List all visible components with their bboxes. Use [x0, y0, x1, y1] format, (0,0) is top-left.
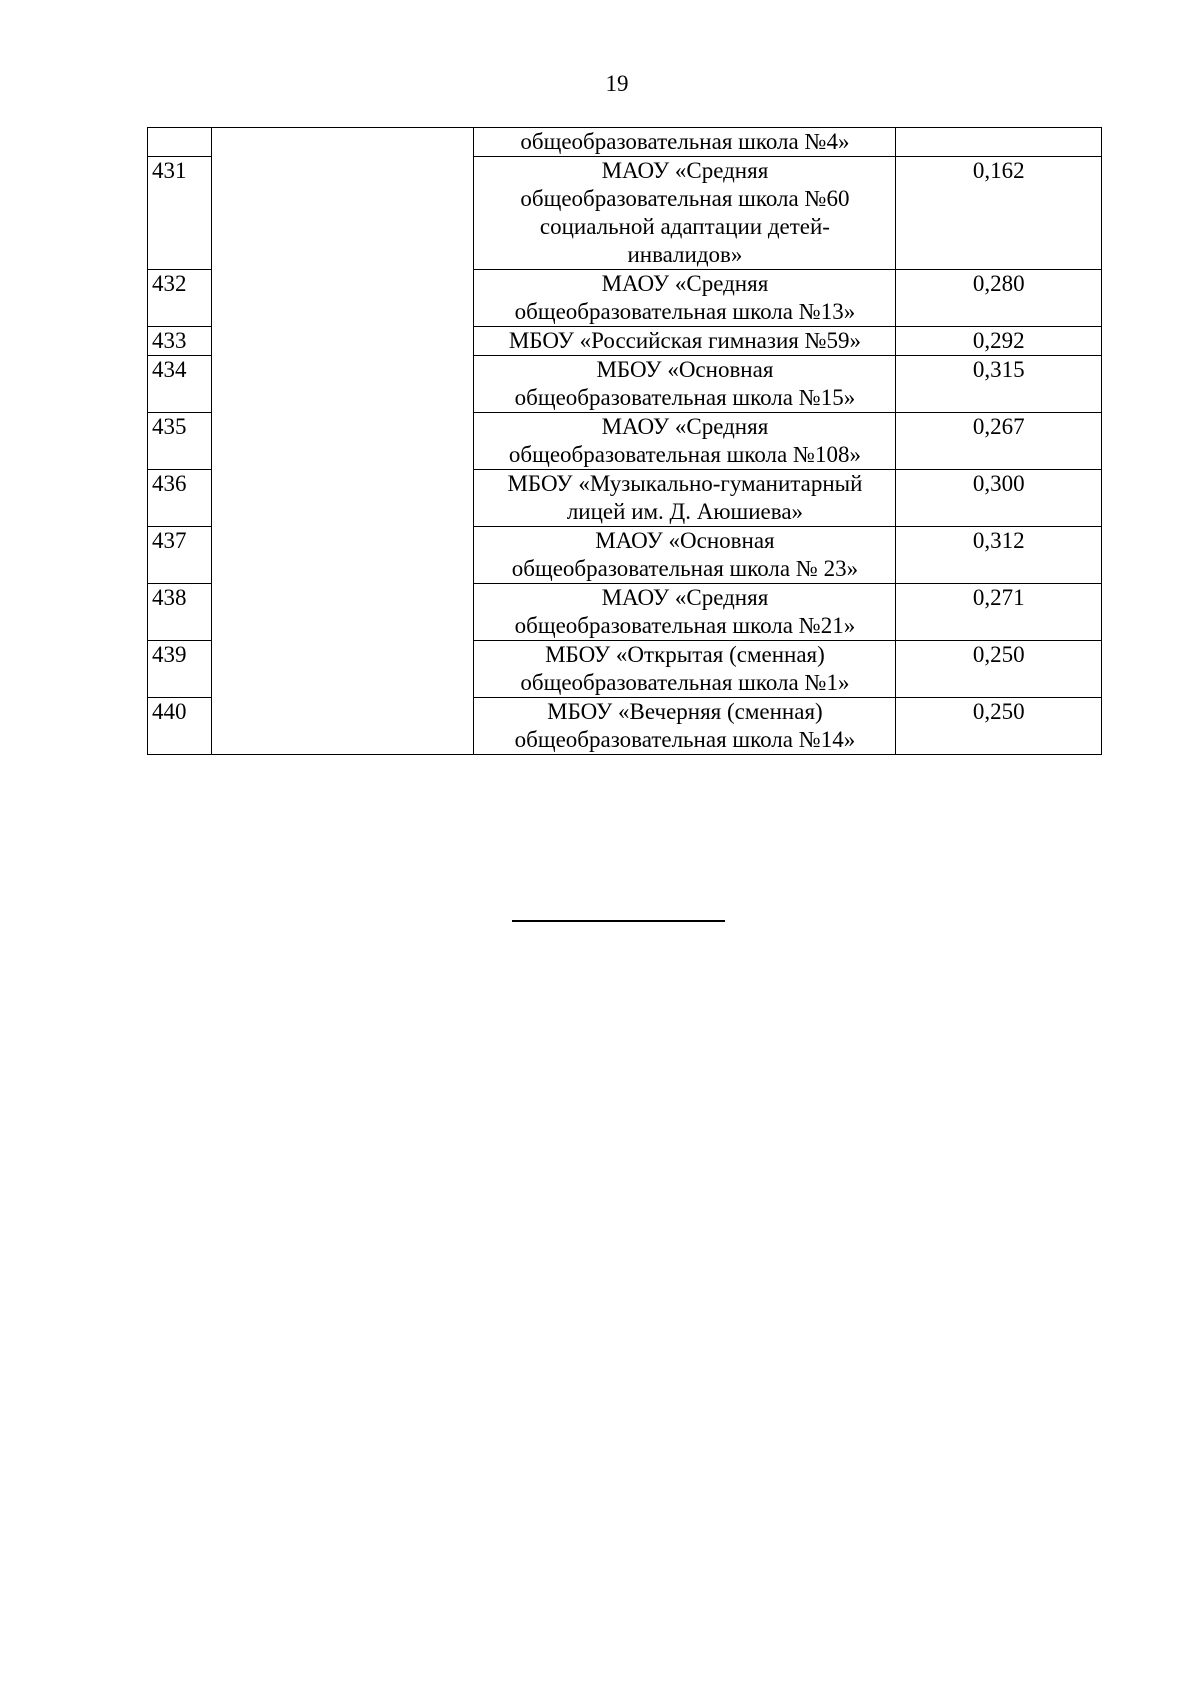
- row-number-cell: 434: [148, 356, 212, 413]
- row-number-cell: 440: [148, 698, 212, 755]
- school-name-line: общеобразовательная школа №108»: [508, 442, 861, 467]
- school-name-line: общеобразовательная школа №15»: [514, 385, 856, 410]
- school-name-cell: [474, 698, 896, 755]
- school-name-cell: [474, 527, 896, 584]
- coefficient-cell: 0,162: [896, 157, 1102, 270]
- coefficient-cell: 0,250: [896, 698, 1102, 755]
- coefficient-cell: 0,267: [896, 413, 1102, 470]
- school-name-line: МБОУ «Вечерняя (сменная): [547, 699, 823, 724]
- schools-table: [147, 127, 1102, 755]
- page-number: 19: [605, 71, 629, 96]
- school-name-line: лицей им. Д. Аюшиева»: [566, 499, 804, 524]
- row-number-cell: 436: [148, 470, 212, 527]
- school-name-line: МАОУ «Средняя: [601, 158, 769, 183]
- school-name-cell: [474, 470, 896, 527]
- coefficient-cell: 0,271: [896, 584, 1102, 641]
- school-name-line: общеобразовательная школа №1»: [520, 670, 850, 695]
- school-name-line: инвалидов»: [627, 242, 743, 267]
- row-number-cell: 432: [148, 270, 212, 327]
- school-name-line: социальной адаптации детей-: [539, 214, 830, 239]
- table-row-continuation: [148, 128, 1102, 157]
- coefficient-cell: 0,315: [896, 356, 1102, 413]
- school-name-line: общеобразовательная школа №60: [520, 186, 850, 211]
- school-name-cell: [474, 327, 896, 356]
- school-name-line: МБОУ «Музыкально-гуманитарный: [507, 471, 863, 496]
- school-name-cell: [474, 157, 896, 270]
- school-name-line: МАОУ «Средняя: [601, 414, 769, 439]
- school-name-line: общеобразовательная школа № 23»: [511, 556, 859, 581]
- school-name-line: МАОУ «Основная: [595, 528, 775, 553]
- school-name-line: МАОУ «Средняя: [601, 585, 769, 610]
- school-name-line: МБОУ «Основная: [596, 357, 774, 382]
- school-name-line: общеобразовательная школа №4»: [520, 129, 850, 154]
- school-name-line: общеобразовательная школа №13»: [514, 299, 856, 324]
- row-number-cell: 437: [148, 527, 212, 584]
- school-name-cell: [474, 641, 896, 698]
- school-name-cell: [474, 270, 896, 327]
- coefficient-cell: 0,300: [896, 470, 1102, 527]
- school-name-line: общеобразовательная школа №14»: [514, 727, 856, 752]
- row-number-cell: 438: [148, 584, 212, 641]
- school-name-cell: [474, 413, 896, 470]
- school-name-cell: [474, 584, 896, 641]
- school-name-line: МБОУ «Открытая (сменная): [545, 642, 825, 667]
- coefficient-cell: 0,250: [896, 641, 1102, 698]
- coefficient-cell: 0,312: [896, 527, 1102, 584]
- coefficient-cell: 0,292: [896, 327, 1102, 356]
- school-name-line: МБОУ «Российская гимназия №59»: [508, 328, 862, 353]
- row-number-cell: 431: [148, 157, 212, 270]
- school-name-line: МАОУ «Средняя: [601, 271, 769, 296]
- school-name-cell: [474, 356, 896, 413]
- school-name-cell: [474, 128, 896, 157]
- row-number-cell: [148, 128, 212, 157]
- coefficient-cell: [896, 128, 1102, 157]
- row-number-cell: 435: [148, 413, 212, 470]
- row-number-cell: 439: [148, 641, 212, 698]
- coefficient-cell: 0,280: [896, 270, 1102, 327]
- row-number-cell: 433: [148, 327, 212, 356]
- school-name-line: общеобразовательная школа №21»: [514, 613, 856, 638]
- group-cell: [212, 128, 474, 755]
- closing-rule: [512, 920, 725, 922]
